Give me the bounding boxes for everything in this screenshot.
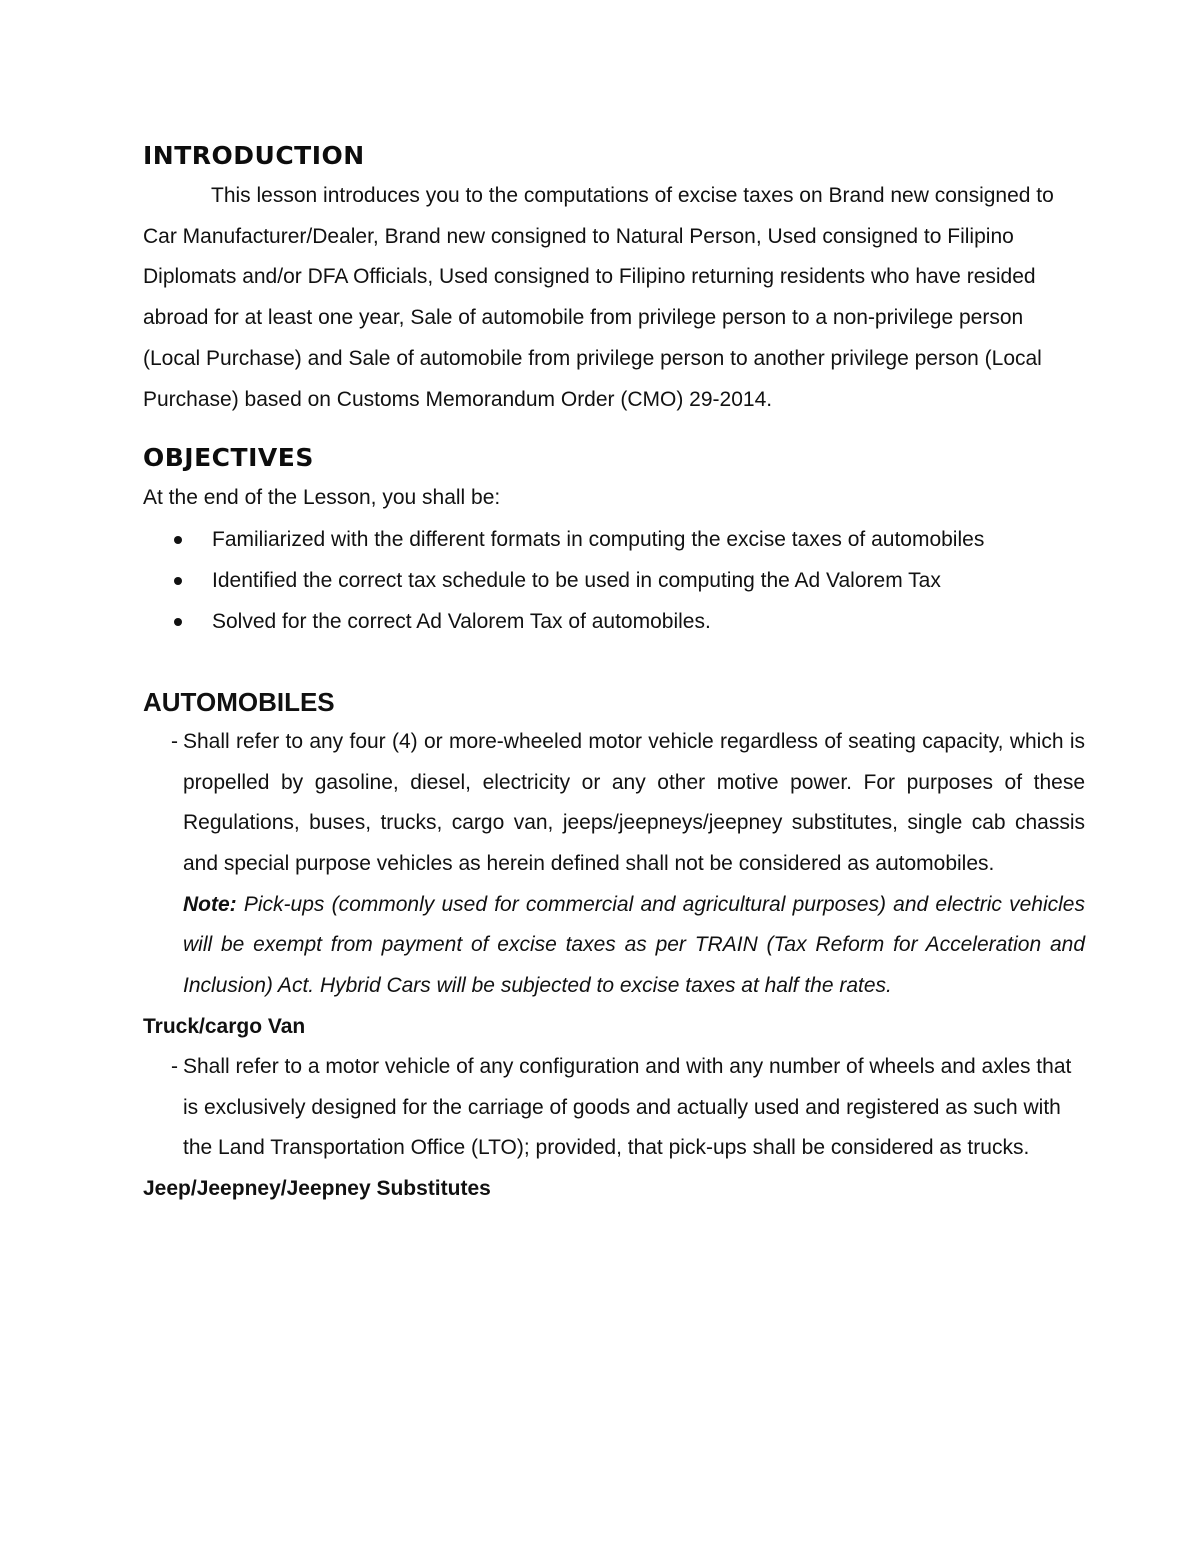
- truck-definition-block: [143, 1047, 1085, 1169]
- automobiles-definition: Shall refer to any four (4) or more-wheeled motor vehicle regardless of seating capacity, which is propelled by gasoline, diesel, electricity or any other motive power. For purposes of these Regulations, buses, trucks, cargo van, jeeps/jeepneys/jeepney substitutes, single cab chassis and special purpose vehicles as herein defined shall not be considered as automobiles.: [183, 729, 1085, 876]
- note-label: Note:: [183, 892, 237, 916]
- automobiles-definition-block: [143, 722, 1085, 885]
- objective-item: [143, 519, 1085, 560]
- bullet-icon: [174, 618, 182, 626]
- objective-text: Familiarized with the different formats in computing the excise taxes of automobiles: [212, 527, 985, 551]
- dash-marker: -: [171, 729, 178, 753]
- bullet-icon: [174, 577, 182, 585]
- objective-text: Identified the correct tax schedule to be used in computing the Ad Valorem Tax: [212, 568, 941, 592]
- introduction-paragraph: This lesson introduces you to the computations of excise taxes on Brand new consigned to Car Manufacturer/Dealer, Brand new consigned to Natural Person, Used consigned to Filipino Diplomats and/or DFA Officials, Used consigned to Filipino returning residents who have resided abroad for at least one year, Sale of automobile from privilege person to a non-privilege person (Local Purchase) and Sale of automobile from privilege person to another privilege person (Local Purchase) based on Customs Memorandum Order (CMO) 29-2014.: [143, 184, 1054, 411]
- note-text: Pick-ups (commonly used for commercial and agricultural purposes) and electric vehicles will be exempt from payment of excise taxes as per TRAIN (Tax Reform for Acceleration and Inclusion) Act. Hybrid Cars will be subjected to excise taxes at half the rates.: [183, 892, 1085, 998]
- dash-marker: -: [171, 1054, 178, 1078]
- objective-item: [143, 601, 1085, 642]
- objectives-heading: OBJECTIVES: [143, 443, 314, 473]
- introduction-heading: INTRODUCTION: [143, 141, 365, 170]
- truck-definition: Shall refer to a motor vehicle of any configuration and with any number of wheels and axles that is exclusively designed for the carriage of goods and actually used and registered as such with the Land Transportation Office (LTO); provided, that pick-ups shall be considered as trucks.: [183, 1054, 1072, 1160]
- objectives-list: [143, 519, 1085, 642]
- automobiles-heading: AUTOMOBILES: [143, 686, 335, 717]
- objective-text: Solved for the correct Ad Valorem Tax of automobiles.: [212, 609, 711, 633]
- jeep-heading: Jeep/Jeepney/Jeepney Substitutes: [143, 1176, 491, 1200]
- truck-heading: Truck/cargo Van: [143, 1014, 306, 1038]
- bullet-icon: [174, 536, 182, 544]
- document-content: [143, 136, 1085, 1209]
- objectives-lead: At the end of the Lesson, you shall be:: [143, 486, 501, 510]
- objective-item: [143, 560, 1085, 601]
- automobiles-note-block: [143, 885, 1085, 1007]
